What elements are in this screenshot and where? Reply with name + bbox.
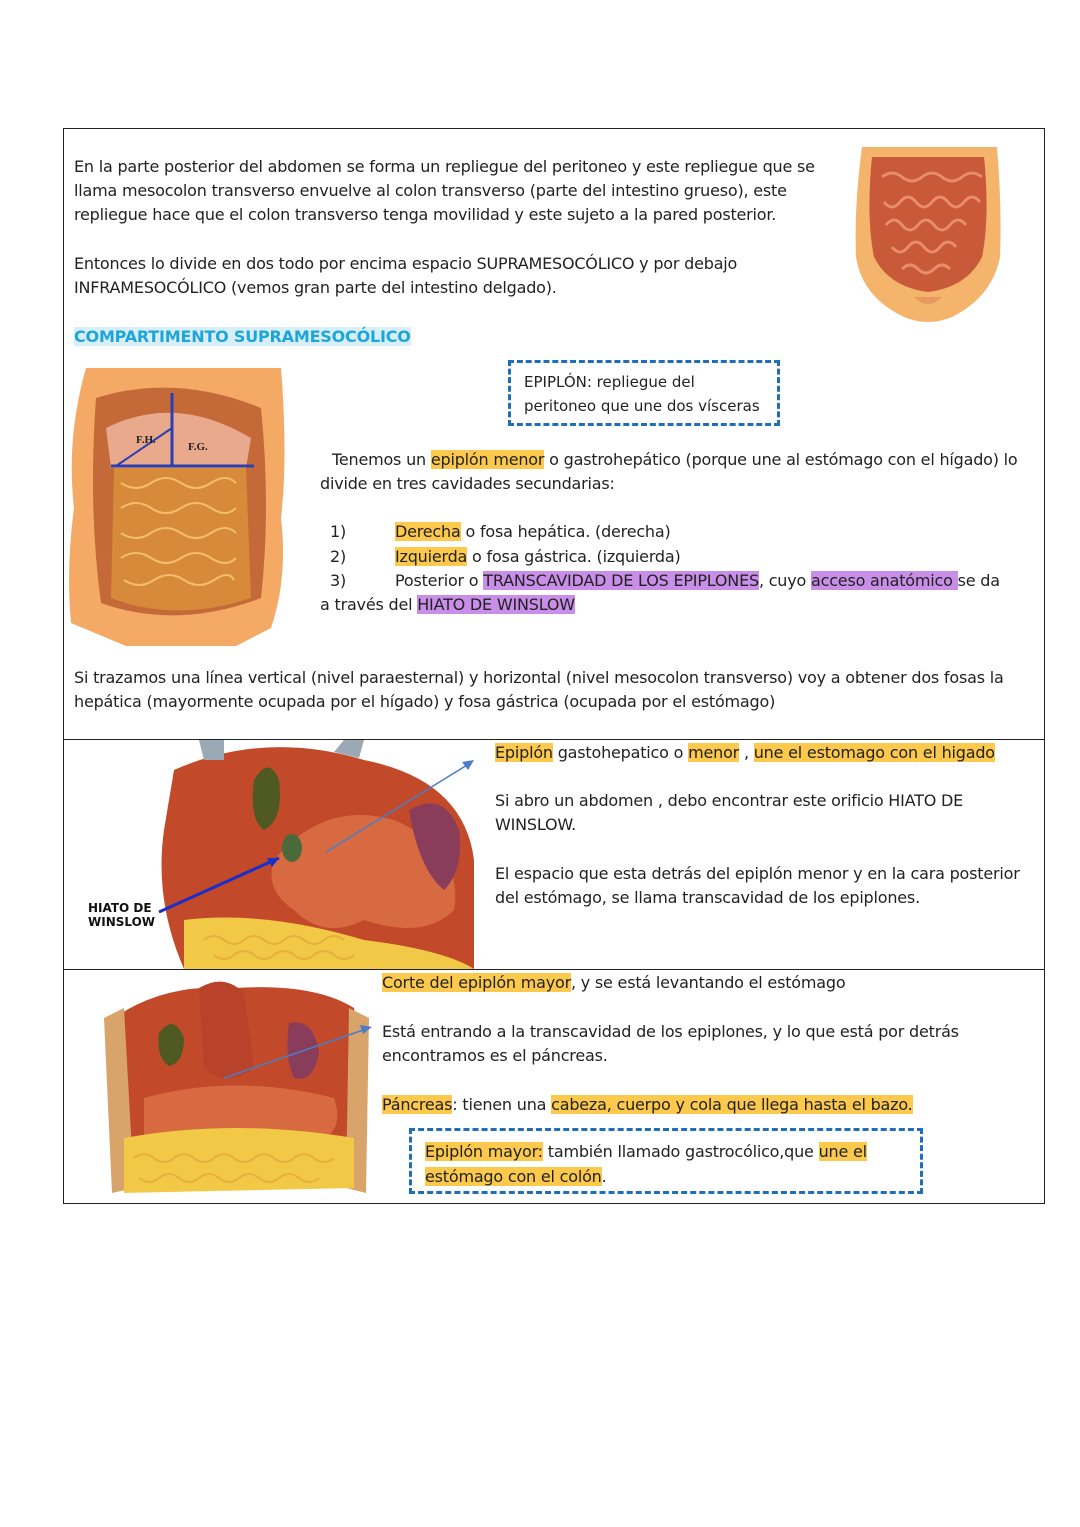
epiplon-mayor-line-1 — [425, 1140, 867, 1164]
division-paragraph: Entonces lo divide en dos todo por encima espacio SUPRAMESOCÓLICO y por debajo INFRAMESOCÓLICO (vemos gran parte del intestino delgado). — [74, 254, 738, 297]
epiplon-definition-text: EPIPLÓN: repliegue del peritoneo que une dos vísceras — [524, 373, 760, 415]
item3-a: Posterior o — [395, 571, 484, 590]
acceso-highlight: acceso anatómico — [811, 571, 958, 590]
list-highlight: Izquierda — [395, 547, 468, 566]
item3-d: a través del — [320, 595, 418, 614]
hiato-winslow-figure — [64, 740, 476, 969]
s2-a: gastohepatico o — [552, 743, 689, 762]
transcavidad-pancreas-paragraph: Está entrando a la transcavidad de los epiplones, y lo que está por detrás encontramos es el páncreas. — [382, 1022, 959, 1065]
epiplon-mayor-line-2 — [425, 1165, 607, 1189]
list-item — [330, 569, 346, 593]
list-item — [395, 520, 671, 544]
pancreas-a: : tienen una — [452, 1095, 552, 1114]
item3-b: , cuyo — [758, 571, 811, 590]
transcavidad-highlight: TRANSCAVIDAD DE LOS EPIPLONES — [483, 571, 759, 590]
list-item — [330, 545, 346, 569]
intro-a: Tenemos un — [332, 450, 431, 469]
pancreas-figure — [104, 978, 374, 1203]
epiplon-menor-paragraph — [320, 448, 1032, 496]
fg-label: F.G. — [188, 441, 208, 453]
list-number: 2) — [330, 547, 347, 566]
list-rest: o fosa gástrica. (izquierda) — [467, 547, 681, 566]
fh-label: F.H. — [136, 434, 156, 446]
corte-epiplon-line — [382, 971, 845, 995]
list-item — [395, 545, 681, 569]
item3-c: se da — [957, 571, 1000, 590]
mayor-hl2: une el — [818, 1142, 867, 1161]
hiato-label-1: HIATO DE — [88, 901, 152, 915]
pancreas-hl2: cabeza, cuerpo y cola que llega hasta el bazo. — [551, 1095, 913, 1114]
list-number: 1) — [330, 522, 347, 541]
mayor-hl3: estómago con el colón — [425, 1167, 602, 1186]
s2-hl1: Epiplón — [495, 743, 553, 762]
s2-hl2: menor — [688, 743, 740, 762]
supramesocolic-figure — [66, 368, 288, 646]
hiato-label-2: WINSLOW — [88, 915, 156, 929]
hiato-highlight: HIATO DE WINSLOW — [417, 595, 575, 614]
pancreas-line — [382, 1093, 913, 1117]
pancreas-hl: Páncreas — [382, 1095, 453, 1114]
s3-hl: Corte del epiplón mayor — [382, 973, 571, 992]
list-rest: o fosa hepática. (derecha) — [460, 522, 671, 541]
intro-highlight: epiplón menor — [430, 450, 545, 469]
s3-rest: , y se está levantando el estómago — [570, 973, 846, 992]
list-item-posterior-cont — [320, 593, 575, 617]
heading-text: COMPARTIMENTO SUPRAMESOCÓLICO — [74, 327, 411, 346]
intro-b: o gastrohepático (porque une al estómago con el hígado) lo divide en tres cavidades secundarias: — [320, 450, 1018, 493]
mayor-a: también llamado gastrocólico,que — [542, 1142, 819, 1161]
transcavidad-paragraph: El espacio que esta detrás del epiplón menor y en la cara posterior del estómago, se llama transcavidad de los epiplones. — [495, 864, 1020, 907]
mayor-end: . — [601, 1167, 607, 1186]
list-number: 3) — [330, 571, 347, 590]
abdomen-intestines-image — [852, 147, 1004, 325]
hiato-paragraph: Si abro un abdomen , debo encontrar este orificio HIATO DE WINSLOW. — [495, 791, 964, 834]
list-highlight: Derecha — [395, 522, 461, 541]
s2-hl3: une el estomago con el higado — [753, 743, 995, 762]
mayor-hl1: Epiplón mayor: — [425, 1142, 543, 1161]
fosas-paragraph: Si trazamos una línea vertical (nivel paraesternal) y horizontal (nivel mesocolon transverso) voy a obtener dos fosas la hepática (mayormente ocupada por el hígado) y fosa gástrica (ocupada por el estómago) — [74, 668, 1004, 711]
list-item-posterior — [395, 569, 1000, 593]
s2-b: , — [739, 743, 754, 762]
intro-paragraph: En la parte posterior del abdomen se forma un repliegue del peritoneo y este repliegue que se llama mesocolon transverso envuelve al colon transverso (parte del intestino grueso), este repliegue hace que el colon transverso tenga movilidad y este sujeto a la pared posterior. — [74, 157, 815, 224]
list-item — [330, 520, 346, 544]
section-heading — [74, 325, 411, 349]
epiplon-gastohepatico-line — [495, 741, 995, 765]
